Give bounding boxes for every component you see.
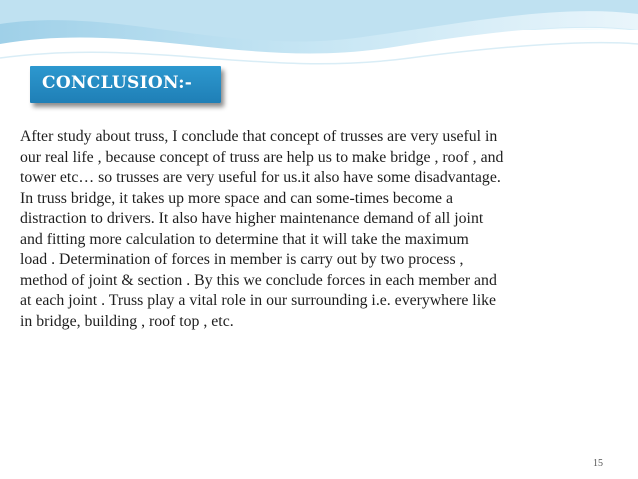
paragraph-line: at each joint . Truss play a vital role in our surrounding i.e. everywhere like — [20, 292, 496, 309]
paragraph-line: in bridge, building , roof top , etc. — [20, 312, 234, 330]
paragraph-line: and fitting more calculation to determine that it will take the maximum — [20, 230, 469, 248]
wave-decoration — [0, 0, 638, 75]
paragraph-line: our real life , because concept of truss are help us to make bridge , roof , and — [20, 148, 504, 166]
conclusion-paragraph — [20, 127, 620, 332]
slide-title: CONCLUSION:- — [42, 73, 193, 93]
paragraph-line: distraction to drivers. It also have higher maintenance demand of all joint — [20, 210, 484, 227]
title-banner — [30, 66, 221, 103]
page-number: 15 — [593, 458, 603, 469]
paragraph-line: method of joint & section . By this we conclude forces in each member and — [20, 271, 497, 289]
paragraph-line: tower etc… so trusses are very useful for us.it also have some disadvantage. — [20, 169, 501, 186]
paragraph-line: After study about truss, I conclude that concept of trusses are very useful in — [20, 128, 498, 145]
paragraph-line: In truss bridge, it takes up more space and can some-times become a — [20, 189, 453, 207]
paragraph-line: load . Determination of forces in member is carry out by two process , — [20, 251, 464, 268]
